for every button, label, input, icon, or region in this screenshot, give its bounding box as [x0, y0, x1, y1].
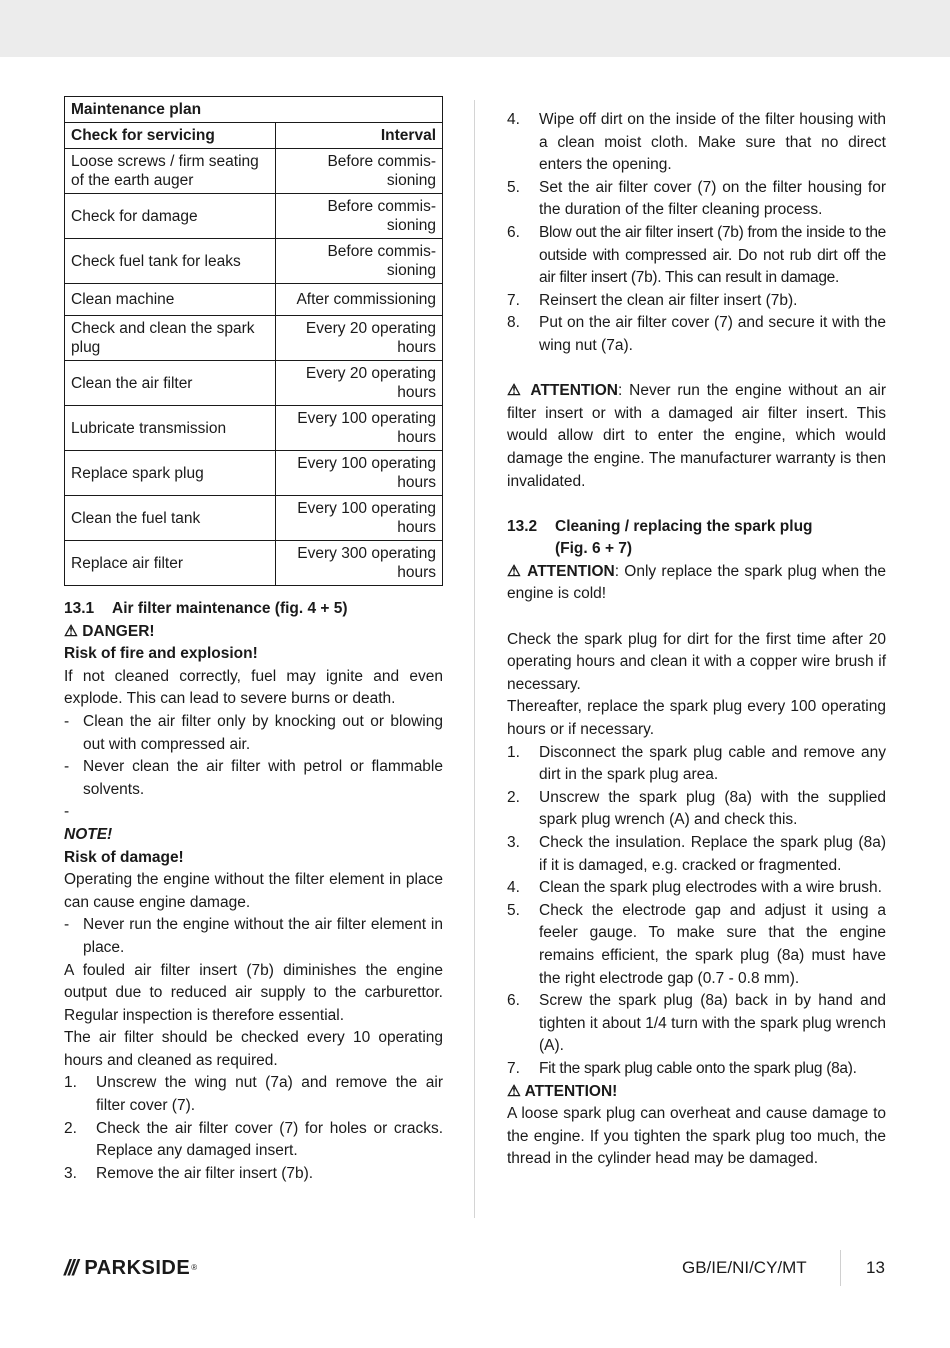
- section-heading-13-2: [507, 516, 886, 561]
- step-text: Blow out the air filter insert (7b) from the inside to the outside with compressed air. Do not rub dirt off the air filter insert (7b). This can result in damage.: [539, 223, 886, 287]
- cell-interval: After commissioning: [276, 284, 443, 316]
- dash-marker: -: [64, 758, 70, 776]
- table-row: [65, 361, 443, 406]
- list-item: [507, 900, 886, 990]
- list-item: [507, 177, 886, 222]
- paragraph: Thereafter, replace the spark plug every 100 operating hours or if necessary.: [507, 698, 886, 739]
- section-title: Cleaning / replacing the spark plug: [555, 517, 813, 535]
- step-text: Reinsert the clean air filter insert (7b).: [539, 291, 798, 309]
- table-row: [65, 149, 443, 194]
- paragraph: Check the spark plug for dirt for the first time after 20 operating hours and clean it with a copper wire brush if necessary.: [507, 630, 886, 693]
- list-item: [507, 742, 886, 787]
- list-item: [507, 222, 886, 290]
- cell-interval: Before commis-sioning: [276, 239, 443, 284]
- step-text: Remove the air filter insert (7b).: [96, 1164, 314, 1182]
- list-item-text: Never clean the air filter with petrol or flammable solvents.: [83, 758, 443, 798]
- list-item: [507, 290, 886, 313]
- list-item: [507, 832, 886, 877]
- section-title: Air filter maintenance (fig. 4 + 5): [112, 600, 348, 617]
- list-item: [64, 1072, 443, 1117]
- step-text: Check the air filter cover (7) for holes or cracks. Replace any damaged insert.: [96, 1119, 443, 1160]
- cell-check: Check fuel tank for leaks: [65, 239, 276, 284]
- cell-interval: Every 300 operating hours: [276, 541, 443, 586]
- attention-label: ATTENTION: [527, 562, 615, 580]
- cell-interval: Every 20 operating hours: [276, 361, 443, 406]
- attention-label: ATTENTION!: [524, 1082, 618, 1100]
- step-number: 4.: [507, 111, 520, 128]
- list-item: [507, 312, 886, 357]
- step-text: Unscrew the spark plug (8a) with the supplied spark plug wrench (A) and check this.: [539, 788, 886, 829]
- table-row: [65, 406, 443, 451]
- table-row: [65, 451, 443, 496]
- list-item: [64, 801, 443, 824]
- danger-label: DANGER!: [82, 622, 155, 640]
- step-number: 6.: [507, 223, 520, 241]
- table-row: [65, 239, 443, 284]
- step-number: 7.: [507, 1059, 520, 1077]
- logo-brand: PARKSIDE: [84, 1256, 191, 1279]
- right-column: [507, 109, 886, 1171]
- step-text: Set the air filter cover (7) on the filter housing for the duration of the filter cleaning process.: [539, 178, 886, 219]
- table-row: [65, 194, 443, 239]
- step-number: 6.: [507, 992, 520, 1010]
- table-title: Maintenance plan: [65, 97, 443, 123]
- warning-icon: ⚠: [64, 622, 78, 640]
- table-row: [65, 316, 443, 361]
- logo-slashes: ///: [64, 1254, 77, 1280]
- column-header-interval: Interval: [276, 123, 443, 149]
- list-item: [507, 877, 886, 900]
- step-number: 5.: [507, 178, 520, 196]
- step-number: 8.: [507, 314, 520, 332]
- cell-interval: Every 100 operating hours: [276, 406, 443, 451]
- step-number: 2.: [507, 788, 520, 806]
- list-item: [507, 109, 886, 177]
- list-item: [64, 914, 443, 959]
- cell-interval: Every 20 operating hours: [276, 316, 443, 361]
- section-number: 13.2: [507, 517, 538, 535]
- maintenance-plan-table: [64, 96, 443, 586]
- dash-marker: -: [64, 803, 70, 821]
- step-text: Unscrew the wing nut (7a) and remove the air filter cover (7).: [96, 1074, 443, 1115]
- cell-check: Loose screws / firm seating of the earth auger: [65, 149, 276, 194]
- attention-text: : Never run the engine without an air filter insert or with a damaged air filter insert. This would allow dirt to enter the engine, which would damage the engine. The manufacturer warranty is then invalidated.: [507, 382, 886, 490]
- top-bar: [0, 0, 950, 57]
- section-heading-13-1: [64, 598, 443, 621]
- attention-label: ATTENTION: [530, 382, 618, 400]
- cell-interval: Before commis-sioning: [276, 149, 443, 194]
- paragraph: If not cleaned correctly, fuel may ignite and even explode. This can lead to severe burns or death.: [64, 667, 443, 708]
- step-text: Clean the spark plug electrodes with a wire brush.: [539, 879, 882, 897]
- step-number: 4.: [507, 879, 520, 897]
- list-item-text: Never run the engine without the air filter element in place.: [83, 916, 443, 956]
- page-number: 13: [866, 1258, 885, 1277]
- risk-damage-heading: Risk of damage!: [64, 848, 184, 866]
- step-text: Fit the spark plug cable onto the spark plug (8a).: [539, 1059, 857, 1077]
- paragraph: A loose spark plug can overheat and cause damage to the engine. If you tighten the spark plug too much, the thread in the cylinder head may be damaged.: [507, 1105, 886, 1168]
- dash-marker: -: [64, 916, 70, 934]
- parkside-logo: [64, 1255, 197, 1281]
- warning-icon: ⚠: [507, 1082, 521, 1100]
- step-text: Check the electrode gap and adjust it using a feeler gauge. To make sure that the engine remains efficient, the spark plug (8a) must have the right electrode gap (0.7 - 0.8 mm).: [539, 901, 886, 987]
- cell-check: Check for damage: [65, 194, 276, 239]
- list-item: [64, 711, 443, 756]
- note-heading: NOTE!: [64, 825, 113, 843]
- section-title-line2: (Fig. 6 + 7): [555, 540, 633, 558]
- list-item: [507, 787, 886, 832]
- dash-marker: -: [64, 712, 70, 730]
- footer-separator: [840, 1250, 841, 1286]
- paragraph: The air filter should be checked every 10 operating hours and cleaned as required.: [64, 1029, 443, 1069]
- cell-check: Replace spark plug: [65, 451, 276, 496]
- warning-icon: ⚠: [507, 382, 524, 400]
- cell-interval: Every 100 operating hours: [276, 496, 443, 541]
- column-header-check: Check for servicing: [65, 123, 276, 149]
- list-item: [507, 1058, 886, 1081]
- list-item: [64, 1163, 443, 1186]
- step-number: 7.: [507, 291, 520, 309]
- cell-interval: Every 100 operating hours: [276, 451, 443, 496]
- step-text: Put on the air filter cover (7) and secure it with the wing nut (7a).: [539, 314, 886, 354]
- table-row: [65, 541, 443, 586]
- cell-check: Replace air filter: [65, 541, 276, 586]
- section-number: 13.1: [64, 600, 95, 617]
- cell-check: Clean the fuel tank: [65, 496, 276, 541]
- step-number: 3.: [507, 834, 520, 851]
- cell-check: Check and clean the spark plug: [65, 316, 276, 361]
- column-divider: [474, 100, 475, 1218]
- danger-heading: [64, 621, 443, 644]
- step-number: 2.: [64, 1119, 77, 1137]
- attention-heading: [507, 1081, 886, 1104]
- paragraph: Operating the engine without the filter element in place can cause engine damage.: [64, 871, 443, 911]
- cell-check: Lubricate transmission: [65, 406, 276, 451]
- warning-icon: ⚠: [507, 562, 522, 580]
- step-text: Disconnect the spark plug cable and remove any dirt in the spark plug area.: [539, 743, 886, 784]
- step-text: Check the insulation. Replace the spark plug (8a) if it is damaged, e.g. cracked or fragmented.: [539, 834, 886, 874]
- step-number: 1.: [507, 743, 520, 761]
- table-row: [65, 496, 443, 541]
- risk-fire-heading: Risk of fire and explosion!: [64, 645, 258, 663]
- list-item-text: Clean the air filter only by knocking out or blowing out with compressed air.: [83, 712, 443, 753]
- table-row: [65, 284, 443, 316]
- step-number: 3.: [64, 1164, 77, 1182]
- cell-interval: Before commis-sioning: [276, 194, 443, 239]
- step-number: 1.: [64, 1074, 77, 1092]
- list-item: [64, 756, 443, 801]
- step-number: 5.: [507, 901, 520, 919]
- list-item: [64, 1118, 443, 1163]
- paragraph: A fouled air filter insert (7b) diminishes the engine output due to reduced air supply to the carburettor. Regular inspection is therefore essential.: [64, 961, 443, 1024]
- registered-mark: ®: [191, 1262, 198, 1272]
- step-text: Wipe off dirt on the inside of the filter housing with a clean moist cloth. Make sure that no direct enters the opening.: [539, 111, 886, 174]
- attention-paragraph: [507, 561, 886, 606]
- list-item: [507, 990, 886, 1058]
- attention-paragraph: [507, 380, 886, 493]
- attention-text: : Only replace the spark plug when the engine is cold!: [507, 562, 886, 603]
- step-text: Screw the spark plug (8a) back in by hand and tighten it about 1/4 turn with the spark plug wrench (A).: [539, 992, 886, 1055]
- country-codes: GB/IE/NI/CY/MT: [682, 1258, 807, 1277]
- left-column: [64, 96, 443, 1185]
- cell-check: Clean the air filter: [65, 361, 276, 406]
- cell-check: Clean machine: [65, 284, 276, 316]
